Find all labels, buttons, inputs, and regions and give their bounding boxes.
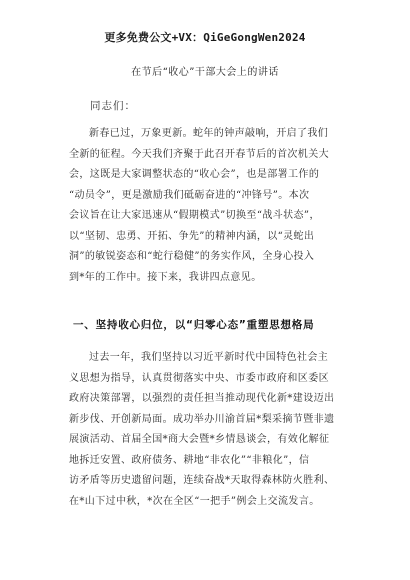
text-line: 地拆迁安置、政府债务、耕地“非农化”“非粮化”，信 (69, 454, 310, 466)
text-line: 以“坚韧、忠勇、开拓、争先”的精神内涵，以“灵蛇出 (69, 230, 315, 242)
text-line: 新步伐、开创新局面。成功举办川渝首届*梨采摘节暨非遗 (69, 413, 335, 425)
speech-title: 在节后“收心”干部大会上的讲话 (131, 67, 279, 78)
text-line: 洞”的敏锐姿态和“蛇行稳健”的务实作风，全身心投入 (69, 251, 315, 262)
text-line: 政府决策部署，以强烈的责任担当推动现代化新*建设迈出 (69, 393, 335, 404)
text-line: 会，这既是大家调整状态的“收心会”，也是部署工作的 (69, 169, 320, 180)
salutation: 同志们： (90, 100, 136, 112)
text-line: 新春已过，万象更新。蛇年的钟声敲响，开启了我们 (89, 128, 329, 139)
paragraph-opening (69, 124, 329, 288)
text-line: 访矛盾等历史遗留问题，连续奋战*天取得森林防火胜利、 (69, 475, 335, 486)
text-line: “动员令”，更是激励我们砥砺奋进的“冲锋号”。本次 (69, 189, 310, 201)
text-line: 义思想为指导，认真贯彻落实中央、市委市政府和区委区 (69, 372, 329, 384)
text-line: 过去一年，我们坚持以习近平新时代中国特色社会主 (89, 352, 329, 363)
text-line: 全新的征程。今天我们齐聚于此召开春节后的首次机关大 (69, 148, 329, 160)
section-heading-1: 一、坚持收心归位，以“归零心态”重塑思想格局 (73, 319, 315, 331)
text-line: 会议旨在让大家迅速从“假期模式”切换至“战斗状态”， (69, 210, 320, 221)
paragraph-review (69, 348, 335, 512)
document-header: 更多免费公文+VX：QiGeGongWen2024 (104, 31, 306, 44)
text-line: 展演活动、首届全国*商大会暨*乡情恳谈会，有效化解征 (69, 434, 330, 445)
text-line: 到*年的工作中。接下来，我讲四点意见。 (69, 271, 262, 283)
text-line: 在*山下过中秋，*次在全区“一把手”例会上交流发言。 (69, 495, 320, 507)
